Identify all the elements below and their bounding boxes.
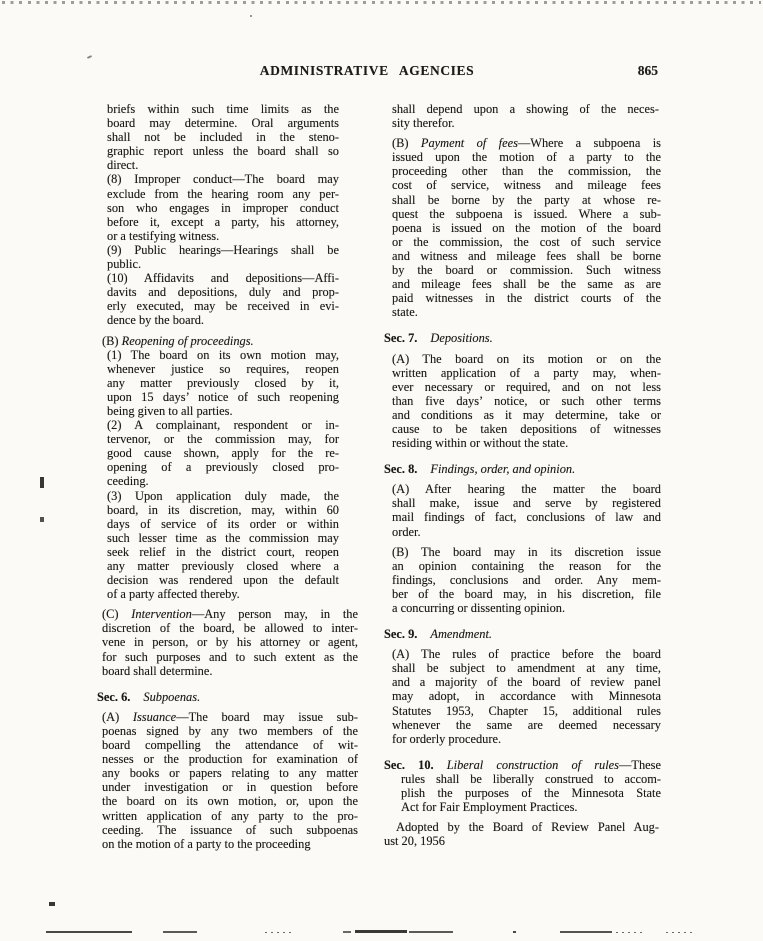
rule-segment [666,932,694,933]
text-line: proceeding other than the commission, the [392,164,661,179]
section-heading [97,690,363,704]
text-line: sity therefor. [392,116,455,131]
text-line: whenever justice so requires, reopen [107,361,339,376]
paragraph [102,710,358,851]
adoption-note [384,820,659,848]
section-title: Amendment. [430,627,492,642]
text-line: of a party affected thereby. [107,587,240,602]
text-line: an opinion containing the reason for the [392,558,661,573]
text-line: tervenor, or the commission may, for [107,432,339,447]
text-line: mail findings of fact, conclusions of law and [392,510,661,525]
text-line: rules shall be liberally construed to accom- [401,771,661,786]
text-line: quest the subpoena is issued. Where a sub- [392,206,661,221]
text-line: (A) The board on its motion or on the [392,351,661,366]
text-line: issued upon the motion of a party to the [392,150,661,165]
text-line: order. [392,524,421,539]
text-line: poenas signed by any two members of the [102,723,358,738]
text-line: written application of any party to the pro- [102,808,358,823]
paragraph [392,647,661,746]
rule-segment [560,931,612,933]
text-line: and conditions as it may determine, take or [392,407,661,422]
text-line: upon 15 days’ notice of such reopening [107,389,339,404]
text-line: briefs within such time limits as the [107,102,339,116]
text-line: board compelling the attendance of wit- [102,738,358,753]
rule-segment [513,931,516,933]
paragraph [392,545,661,615]
section-number: Sec. 8. [384,462,418,477]
text-line: findings, conclusions and order. Any mem- [392,572,661,587]
text-line: ust 20, 1956 [384,834,445,849]
paragraph [107,271,339,327]
text-line: by the board or commission. Such witness [392,263,661,278]
text-line: discretion of the board, be allowed to inter- [102,621,358,636]
rule-segment [343,931,351,933]
paragraph [392,136,661,319]
text-line: poena is issued on the motion of the board [392,220,661,235]
text-line: state. [392,305,418,320]
text-line: or the commission, the cost of such service [392,234,661,249]
paragraph [392,482,661,538]
section-number: Sec. 6. [97,689,131,704]
text-line: (B) The board may in its discretion issue [392,544,661,559]
text-line: and mileage fees shall be the same as are [392,277,661,292]
paragraph [384,758,661,814]
text-line: (9) Public hearings—Hearings shall be [107,242,339,257]
text-line: may adopt, in accordance with Minnesota [392,689,661,704]
scan-speck [250,15,252,17]
text-line: before it, except a party, his attorney, [107,214,339,229]
text-line: whenever the same are deemed necessary [392,717,661,732]
text-line: any matter previously closed where a [107,559,339,573]
text-line: davits and depositions, duly and prop- [107,285,339,300]
text-line: board, in its discretion, may, within 60 [107,502,339,517]
text-line: any matter previously closed by it, [107,375,339,390]
rule-segment [265,932,291,933]
text-line: cause to be taken depositions of witnesses [392,421,661,436]
text-line: for orderly procedure. [392,731,502,746]
text-line: shall depend upon a showing of the neces- [392,102,659,116]
text-line: (3) Upon application duly made, the [107,488,339,503]
text-line: for such purposes and to such extent as the [102,649,358,664]
paragraph [392,352,661,451]
section-title: Findings, order, and opinion. [430,462,576,477]
text-line: such lesser time as the commission may [107,530,339,545]
paragraph [107,348,339,418]
section-heading [384,462,661,476]
right-column [384,102,661,848]
text-line: Act for Fair Employment Practices. [401,800,578,815]
text-line: seek relief in the district court, reopen [107,544,339,559]
text-line: paid witnesses in the district courts of the [392,291,661,306]
text-line: shall not be included in the steno- [107,130,339,145]
text-line: a concurring or dissenting opinion. [392,601,566,615]
text-line: graphic report unless the board shall so [107,144,339,159]
text-line: son who engages in improper conduct [107,200,339,215]
section-number: Sec. 7. [384,331,418,346]
rule-segment [616,932,642,933]
paragraph [102,334,358,348]
text-line: being given to all parties. [107,403,233,418]
paragraph [392,102,659,130]
left-column [97,102,363,851]
paragraph [107,418,339,488]
scan-speck [87,55,92,59]
text-line: opening of a previously closed pro- [107,460,339,475]
scan-speck [49,902,55,906]
text-line: (A) After hearing the matter the board [392,482,661,497]
section-title: Depositions. [430,331,493,346]
section-number: Sec. 9. [384,627,418,642]
text-line: (8) Improper conduct—The board may [107,172,339,187]
text-line: (2) A complainant, respondent or in- [107,418,339,433]
page-header [97,63,663,81]
text-line: ceeding. [107,474,149,489]
paragraph [107,243,339,271]
page-number: 865 [637,63,658,78]
text-line: residing within or without the state. [392,436,569,451]
text-line: vene in person, or by his attorney or agent, [102,635,358,650]
text-line: (C) Intervention—Any person may, in the [102,607,358,622]
text-line: than five days’ notice, or such other terms [392,393,661,408]
rule-segment [409,931,453,933]
paragraph [107,489,339,602]
text-line: shall be borne by the party at whose re- [392,192,661,207]
text-line: decision was rendered upon the default [107,573,339,588]
paragraph [107,102,339,172]
section-title: Subpoenas. [143,689,201,704]
text-line: dence by the board. [107,313,205,328]
section-heading [384,331,661,345]
section-heading [384,627,661,641]
text-line: Sec. 10. Liberal construction of rules—These [384,757,661,772]
text-line: ever necessary or required, and on not less [392,379,661,394]
text-line: shall be subject to amendment at any time, [392,661,661,676]
text-line: (1) The board on its own motion may, [107,347,339,362]
text-line: days of service of its order or within [107,516,339,531]
rule-segment [163,931,197,933]
text-line: cost of service, witness and mileage fees [392,178,661,193]
paragraph [102,607,358,677]
scan-speck [40,477,44,488]
text-line: (A) The rules of practice before the board [392,647,661,662]
text-line: under investigation or in question before [102,780,358,795]
text-line: exclude from the hearing room any per- [107,186,339,201]
rule-segment [46,931,132,933]
scan-speck [40,517,44,522]
text-line: public. [107,257,142,272]
top-dotted-rule [2,1,761,4]
rule-segment [355,930,407,933]
bottom-broken-rule [0,930,763,934]
text-line: any books or papers relating to any matter [102,766,358,781]
paragraph [107,172,339,242]
text-line: board may determine. Oral arguments [107,116,339,131]
text-line: plish the purposes of the Minnesota State [401,786,661,801]
running-head: ADMINISTRATIVE AGENCIES [259,63,475,78]
text-line: (A) Issuance—The board may issue sub- [102,709,358,724]
text-line: (10) Affidavits and depositions—Affi- [107,271,339,286]
text-line: and a majority of the board of review panel [392,675,661,690]
text-line: erly executed, may be received in evi- [107,299,339,314]
text-line: Adopted by the Board of Review Panel Aug- [396,820,659,835]
text-line: or a testifying witness. [107,228,220,243]
text-line: (B) Reopening of proceedings. [102,333,254,348]
text-line: good cause shown, apply for the re- [107,446,339,461]
text-line: shall make, issue and serve by registered [392,496,661,511]
text-line: ceeding. The issuance of such subpoenas [102,822,358,837]
text-line: the board on its own motion, or, upon the [102,794,358,809]
text-line: on the motion of a party to the proceeding [102,836,311,851]
text-line: nesses or the production for examination of [102,752,358,767]
text-line: Statutes 1953, Chapter 15, additional rules [392,703,661,718]
text-line: written application of a party may, when- [392,365,661,380]
text-line: ber of the board may, in his discretion, file [392,586,661,601]
text-line: board shall determine. [102,663,213,678]
text-line: (B) Payment of fees—Where a subpoena is [392,136,661,151]
text-line: and witness and mileage fees shall be borne [392,248,661,263]
text-line: direct. [107,158,139,173]
